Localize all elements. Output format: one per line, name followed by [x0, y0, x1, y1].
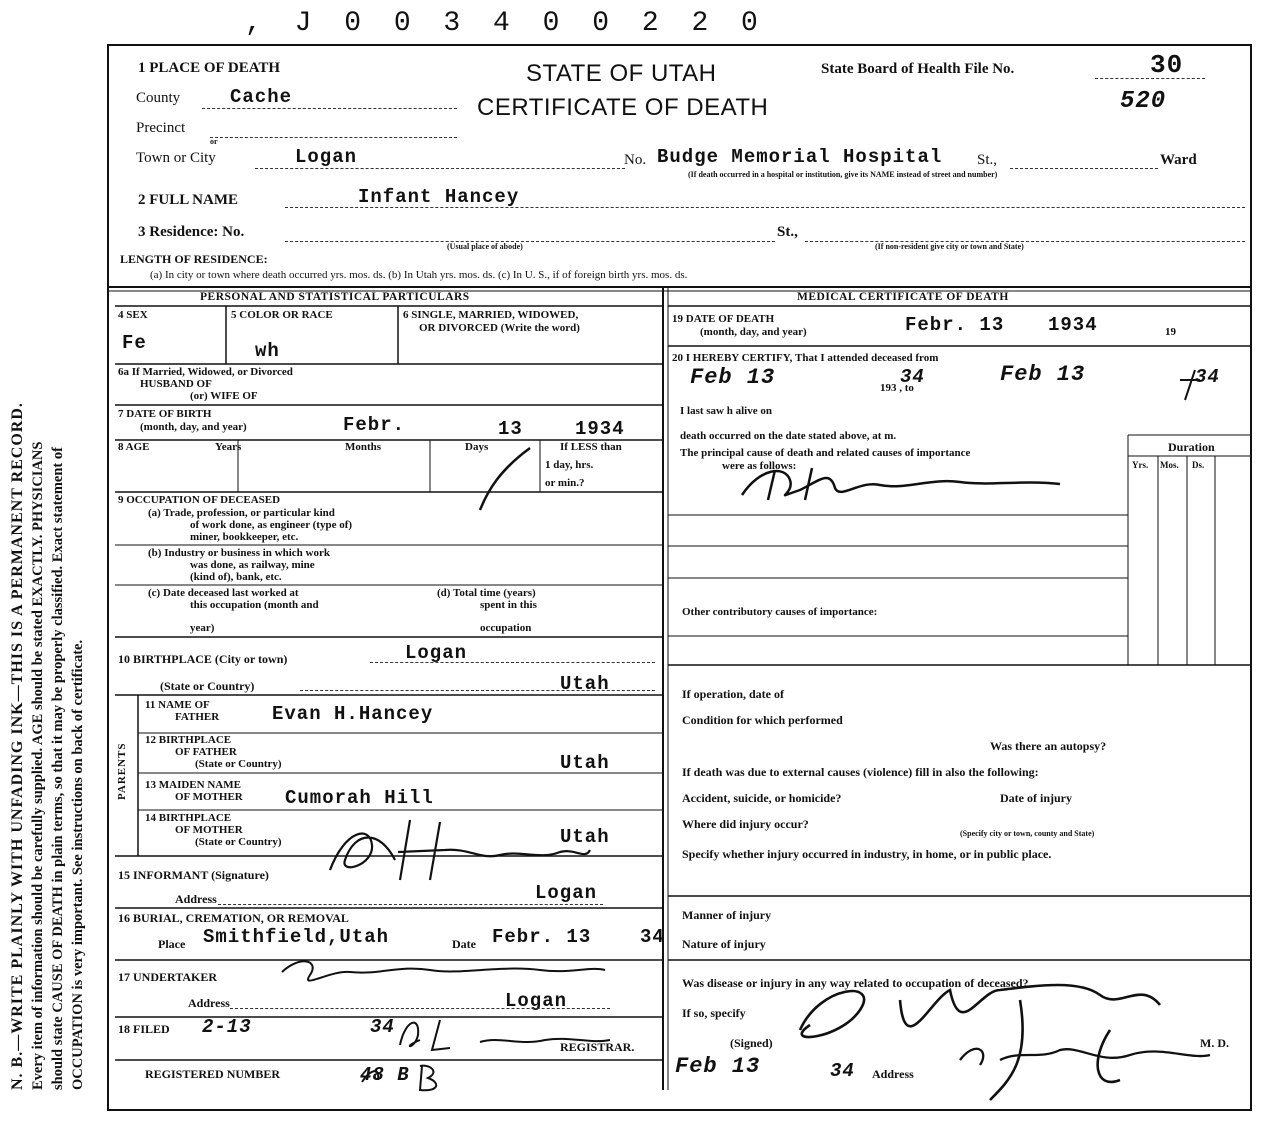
occurred-label: death occurred on the date stated above, at m.: [680, 430, 897, 442]
age-days: Days: [465, 441, 489, 453]
nature-label: Nature of injury: [682, 937, 766, 951]
informant-address: Logan: [535, 882, 598, 904]
spouse-label2: HUSBAND OF: [140, 378, 212, 390]
age-years: Years: [215, 441, 242, 453]
color-label: 5 COLOR OR RACE: [231, 309, 333, 321]
contrib-label: Other contributory causes of importance:: [682, 606, 878, 618]
age-months: Months: [345, 441, 382, 453]
regnum-value: 48 B: [360, 1064, 410, 1086]
md-label: M. D.: [1200, 1036, 1229, 1050]
precinct-label: Precinct: [136, 120, 186, 136]
age-less2: 1 day, hrs.: [545, 459, 594, 471]
residence-note2: (If non-resident give city or town and State): [875, 242, 1024, 251]
dob-label: 7 DATE OF BIRTH: [118, 408, 212, 420]
birthplace-state: Utah: [560, 673, 610, 695]
signed-year: 34: [830, 1060, 855, 1082]
occ-a3: miner, bookkeeper, etc.: [190, 531, 299, 543]
duration-mos: Mos.: [1160, 460, 1179, 470]
occ-d1: (d) Total time (years): [437, 587, 536, 599]
age-less1: If LESS than: [560, 441, 622, 453]
sidebar-line-2: Every item of information should be carefully supplied. AGE should be stated EXACTLY. PHYSICIANS: [30, 441, 46, 1090]
mbirth-label2: OF MOTHER: [175, 824, 243, 836]
cause-label1: The principal cause of death and related causes of importance: [680, 447, 971, 459]
age-label: 8 AGE: [118, 441, 150, 453]
burial-label: 16 BURIAL, CREMATION, OR REMOVAL: [118, 911, 349, 925]
mother-value: Cumorah Hill: [285, 787, 434, 809]
occ-a1: (a) Trade, profession, or particular kind: [148, 507, 335, 519]
where-note: (Specify city or town, county and State): [960, 829, 1095, 838]
certify-label: 20 I HEREBY CERTIFY, That I attended deceased from: [672, 352, 939, 364]
ward-label: Ward: [1160, 152, 1197, 168]
fbirth-label3: (State or Country): [195, 758, 282, 770]
related-label: Was disease or injury in any way related to occupation of deceased?: [682, 976, 1029, 990]
sidebar-line-3: should state CAUSE OF DEATH in plain terms, so that it may be properly classified. Exact statement of: [50, 447, 66, 1090]
burial-place: Smithfield,Utah: [203, 926, 390, 948]
father-label2: FATHER: [175, 711, 220, 723]
regnum-label: REGISTERED NUMBER: [145, 1067, 281, 1081]
burial-year: 34: [640, 926, 665, 948]
cause-value: [780, 466, 908, 491]
occupation-label: 9 OCCUPATION OF DECEASED: [118, 494, 281, 506]
undertaker-address-label: Address: [188, 996, 230, 1010]
dod-19: 19: [1165, 326, 1176, 338]
occ-b2: was done, as railway, mine: [190, 559, 315, 571]
operation-label: If operation, date of: [682, 687, 784, 701]
residence-label: 3 Residence: No.: [138, 224, 245, 240]
sidebar-instructions: [8, 30, 88, 1090]
occ-c1: (c) Date deceased last worked at: [148, 587, 299, 599]
county-value: Cache: [230, 86, 293, 108]
father-label1: 11 NAME OF: [145, 699, 210, 711]
injury-date-label: Date of injury: [1000, 791, 1072, 805]
duration-yrs: Yrs.: [1132, 460, 1149, 470]
marital-label2: OR DIVORCED (Write the word): [419, 322, 580, 334]
parents-label: PARENTS: [116, 742, 128, 800]
dod-label: 19 DATE OF DEATH: [672, 313, 775, 325]
to-label: 193 , to: [880, 382, 914, 394]
occ-d3: occupation: [480, 622, 532, 634]
attended-to: Feb 13: [1000, 362, 1086, 387]
filed-label: 18 FILED: [118, 1022, 170, 1036]
where-label: Where did injury occur?: [682, 817, 809, 831]
spouse-label3: (or) WIFE OF: [190, 390, 258, 402]
length-label: LENGTH OF RESIDENCE:: [120, 252, 268, 266]
spouse-label1: 6a If Married, Widowed, or Divorced: [118, 366, 293, 378]
dob-year: 1934: [575, 418, 625, 440]
cause-label2: were as follows:: [722, 460, 797, 472]
last-saw: I last saw h alive on: [680, 405, 772, 417]
age-less3: or min.?: [545, 477, 585, 489]
mbirth-label3: (State or Country): [195, 836, 282, 848]
sex-value: Fe: [122, 332, 147, 354]
dob-sub: (month, day, and year): [140, 421, 247, 433]
occ-b3: (kind of), bank, etc.: [190, 571, 282, 583]
dod-value: Febr. 13: [905, 314, 1005, 336]
birthplace-label: 10 BIRTHPLACE (City or town): [118, 652, 288, 666]
personal-header: PERSONAL AND STATISTICAL PARTICULARS: [200, 291, 470, 303]
condition-label: Condition for which performed: [682, 713, 843, 727]
occ-c2: this occupation (month and: [190, 599, 319, 611]
dob-month: Febr.: [343, 414, 406, 436]
physician-address-label: Address: [872, 1067, 914, 1081]
no-label: No.: [624, 152, 647, 168]
accident-label: Accident, suicide, or homicide?: [682, 791, 842, 805]
sex-label: 4 SEX: [118, 309, 148, 321]
dod-year: 1934: [1048, 314, 1098, 336]
undertaker-label: 17 UNDERTAKER: [118, 970, 218, 984]
burial-date: Febr. 13: [492, 926, 592, 948]
name-value: Infant Hancey: [358, 186, 520, 208]
file-number-2: 520: [1120, 88, 1167, 115]
serial-number: , J 0 0 3 4 0 0 2 2 0: [245, 8, 766, 39]
town-label: Town or City: [136, 150, 216, 166]
color-value: wh: [255, 340, 280, 362]
or-label: or: [210, 137, 218, 146]
autopsy-label: Was there an autopsy?: [990, 739, 1107, 753]
birthplace-state-label: (State or Country): [160, 679, 255, 693]
informant-label: 15 INFORMANT (Signature): [118, 868, 269, 882]
fbirth-label2: OF FATHER: [175, 746, 237, 758]
mbirth-value: Utah: [560, 826, 610, 848]
informant-address-label: Address: [175, 892, 217, 906]
attended-from: Feb 13: [690, 365, 776, 390]
file-label: State Board of Health File No.: [821, 61, 1015, 77]
length-line: (a) In city or town where death occurred yrs. mos. ds. (b) In Utah yrs. mos. ds. (c) In U. S., if of foreign birth yrs. mos. ds.: [150, 269, 688, 281]
father-value: Evan H.Hancey: [272, 703, 434, 725]
town-value: Logan: [295, 146, 358, 168]
external-label: If death was due to external causes (violence) fill in also the following:: [682, 765, 1039, 779]
sidebar-line-1: N. B.—WRITE PLAINLY WITH UNFADING INK—THIS IS A PERMANENT RECORD.: [9, 402, 26, 1090]
residence-st-label: St.,: [777, 224, 798, 240]
filed-year: 34: [370, 1016, 395, 1038]
fbirth-label1: 12 BIRTHPLACE: [145, 734, 232, 746]
dod-sub: (month, day, and year): [700, 326, 807, 338]
physician-address: [960, 1050, 1096, 1072]
duration-label: Duration: [1168, 440, 1215, 454]
file-number: 30: [1150, 50, 1184, 80]
state-heading: STATE OF UTAH: [526, 60, 717, 87]
county-label: County: [136, 90, 181, 106]
place-label: 1 PLACE OF DEATH: [138, 60, 281, 76]
birthplace-city: Logan: [405, 642, 468, 664]
duration-ds: Ds.: [1192, 460, 1205, 470]
mother-label2: OF MOTHER: [175, 791, 243, 803]
occ-c3: year): [190, 622, 215, 634]
occ-d2: spent in this: [480, 599, 537, 611]
manner-label: Manner of injury: [682, 908, 772, 922]
sidebar-line-4: OCCUPATION is very important. See instructions on back of certificate.: [70, 639, 86, 1090]
attended-from-year: 34: [900, 366, 925, 388]
residence-note1: (Usual place of abode): [447, 242, 523, 251]
specify-label: Specify whether injury occurred in industry, in home, or in public place.: [682, 847, 1052, 861]
attended-to-year: 34: [1195, 366, 1220, 388]
occ-a2: of work done, as engineer (type of): [190, 519, 353, 531]
fbirth-value: Utah: [560, 752, 610, 774]
mother-label1: 13 MAIDEN NAME: [145, 779, 241, 791]
medical-header: MEDICAL CERTIFICATE OF DEATH: [797, 291, 1009, 303]
burial-date-label: Date: [452, 937, 476, 951]
institution-value: Budge Memorial Hospital: [657, 146, 943, 168]
name-label: 2 FULL NAME: [138, 192, 239, 208]
burial-place-label: Place: [158, 937, 186, 951]
signed-date: Feb 13: [675, 1054, 761, 1079]
marital-label1: 6 SINGLE, MARRIED, WIDOWED,: [403, 309, 579, 321]
mbirth-label1: 14 BIRTHPLACE: [145, 812, 232, 824]
filed-date: 2-13: [202, 1016, 252, 1038]
registrar-label: REGISTRAR.: [560, 1040, 635, 1054]
certificate-title: CERTIFICATE OF DEATH: [477, 94, 769, 121]
signed-label: (Signed): [730, 1036, 773, 1050]
institution-note: (If death occurred in a hospital or institution, give its NAME instead of street and number): [688, 170, 998, 179]
ifso-label: If so, specify: [682, 1006, 746, 1020]
dob-day: 13: [498, 418, 523, 440]
occ-b1: (b) Industry or business in which work: [148, 547, 330, 559]
undertaker-address: Logan: [505, 990, 568, 1012]
st-label: St.,: [977, 152, 998, 168]
